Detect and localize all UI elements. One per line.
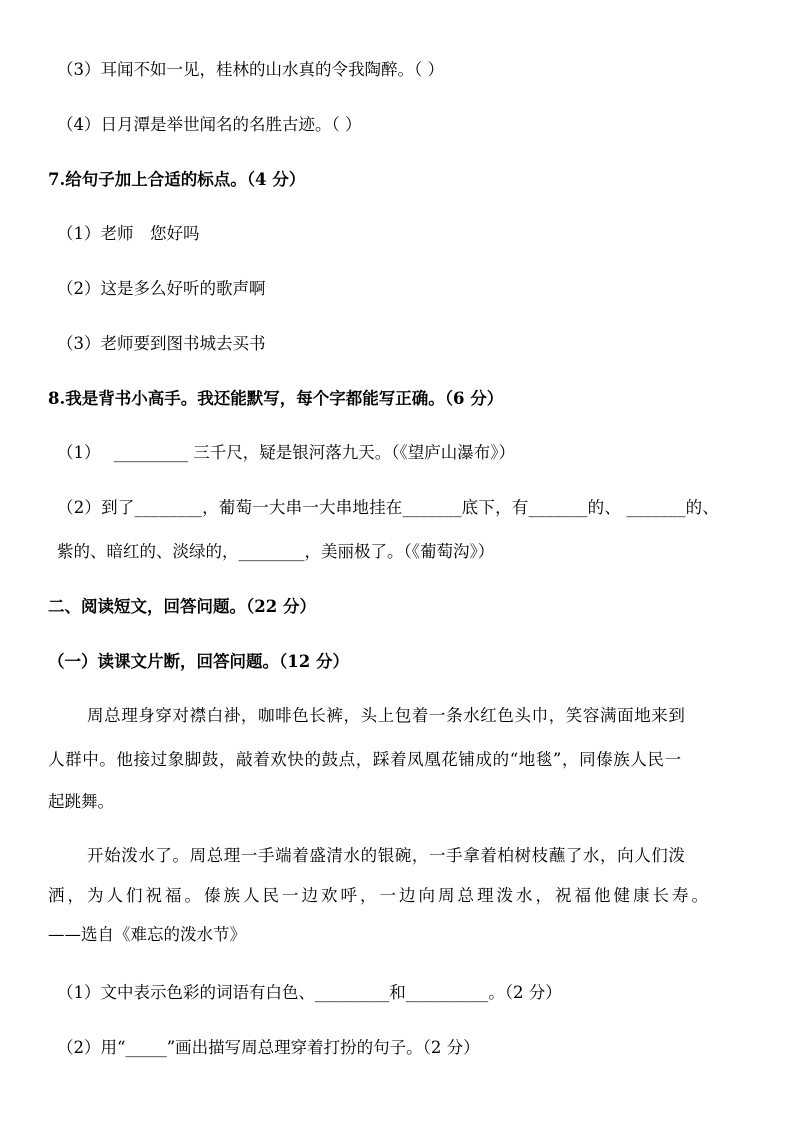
section-2-subtitle: （一）读课文片断，回答问题。（12 分） [48,652,349,671]
question-2-blank[interactable]: _____ [125,1038,167,1057]
q8-line-3-text-b: ，美丽极了。（《葡萄沟》） [304,542,495,561]
q8-blank-5[interactable]: _______ [626,498,686,517]
q8-line-1-number: （1） [57,443,101,462]
question-2 [57,1040,480,1057]
question-2-text-a: （2）用“ [57,1038,126,1057]
question-1-text-a: （1）文中表示色彩的词语有白色、 [57,983,315,1002]
question-1-blank-1[interactable]: _________ [315,983,390,1002]
question-1 [57,985,562,1002]
q7-title: 7.给句子加上合适的标点。（4 分） [48,170,306,189]
question-1-text-b: 和 [389,983,406,1002]
q8-line-1 [57,445,515,462]
section-2-title: 二、阅读短文，回答问题。（22 分） [48,597,316,616]
q6-item-3: （3）耳闻不如一见，桂林的山水真的令我陶醉。（ ） [57,60,444,79]
q8-line-2 [57,500,719,517]
q8-blank-2[interactable]: ________ [134,498,203,517]
q7-sentence-3: （3）老师要到图书城去买书 [57,334,266,353]
q8-line-3 [57,544,494,561]
q8-line-2-text-d: 的、 [587,498,627,517]
q7-sentence-2: （2）这是多么好听的歌声啊 [57,279,266,298]
passage-p1-line-2: 人群中。他接过象脚鼓，敲着欢快的鼓点，踩着凤凰花铺成的“地毯”，同傣族人民一 [48,750,682,769]
q8-line-2-text-e: 的、 [685,498,720,517]
passage-source: ——选自《难忘的泼水节》 [48,925,246,944]
q6-item-4: （4）日月潭是举世闻名的名胜古迹。（ ） [57,115,362,134]
q8-blank-3[interactable]: _______ [402,498,462,517]
q8-line-2-text-a: （2）到了 [57,498,135,517]
q8-blank-6[interactable]: ________ [238,542,305,561]
passage-p1-line-3: 起跳舞。 [48,792,114,811]
q8-blank-4[interactable]: _______ [528,498,588,517]
q8-line-1-text: 三千尺，疑是银河落九天。（《望庐山瀑布》） [193,443,515,462]
q8-line-3-text-a: 紫的、暗红的、淡绿的， [57,542,239,561]
question-1-blank-2[interactable]: __________ [405,983,489,1002]
q8-title: 8.我是背书小高手。我还能默写，每个字都能写正确。（6 分） [48,389,504,408]
question-1-text-c: 。（2 分） [488,983,562,1002]
q8-line-2-text-c: 底下，有 [461,498,529,517]
q7-sentence-1: （1）老师 您好吗 [57,224,200,243]
question-2-text-b: ”画出描写周总理穿着打扮的句子。（2 分） [166,1038,480,1057]
q8-line-2-text-b: ，葡萄一大串一大串地挂在 [202,498,403,517]
passage-p1-line-1: 周总理身穿对襟白褂，咖啡色长裤，头上包着一条水红色头巾，笑容满面地来到 [87,706,686,725]
q8-blank-1[interactable]: _________ [113,443,188,462]
passage-p2-line-1: 开始泼水了。周总理一手端着盛清水的银碗，一手拿着柏树枝蘸了水，向人们泼 [87,846,686,865]
passage-p2-line-2: 洒，为人们祝福。傣族人民一边欢呼，一边向周总理泼水，祝福他健康长寿。 [48,886,711,905]
